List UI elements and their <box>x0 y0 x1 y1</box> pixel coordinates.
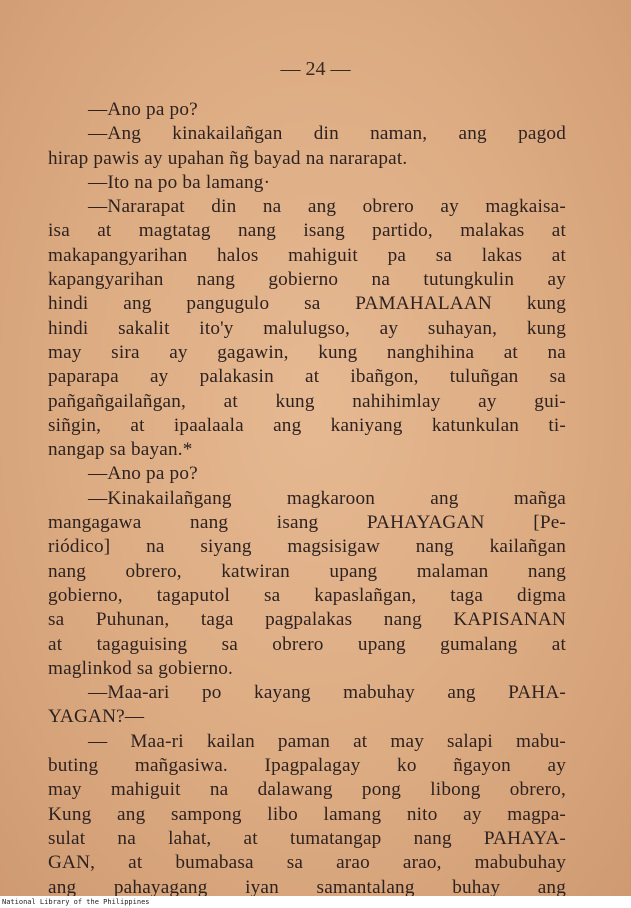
text-line: Kung ang sampong libo lamang nito ay magpa- <box>48 803 566 825</box>
text-line: sulat na lahat, at tumatangap nang PAHAYA- <box>48 827 566 849</box>
text-line: isa at magtatag nang isang partido, malakas at <box>48 220 566 242</box>
page-text <box>48 98 566 896</box>
text-line: gobierno, tagaputol sa kapaslañgan, taga digma <box>48 584 566 606</box>
footer-credit: National Library of the Philippines <box>2 898 150 906</box>
text-line: — Maa-ri kailan paman at may salapi mabu- <box>88 730 566 752</box>
text-line: —Ito na po ba lamang· <box>88 171 271 193</box>
text-line: buting mañgasiwa. Ipagpalagay ko ñgayon ay <box>48 755 566 777</box>
text-line: hindi sakalit ito'y malulugso, ay suhayan, kung <box>48 317 566 339</box>
text-line: —Kinakailañgang magkaroon ang mañga <box>88 487 566 509</box>
text-line: —Ang kinakailañgan din naman, ang pagod <box>88 123 566 145</box>
page-number: — 24 — <box>280 58 351 80</box>
text-line: nangap sa bayan.* <box>48 439 193 461</box>
text-line: —Nararapat din na ang obrero ay magkaisa- <box>88 196 566 218</box>
text-line: may mahiguit na dalawang pong libong obrero, <box>48 779 566 801</box>
text-line: paparapa ay palakasin at ibañgon, tuluñgan sa <box>48 366 566 388</box>
text-line: hirap pawis ay upahan ñg bayad na nararapat. <box>48 147 408 169</box>
text-line: nang obrero, katwiran upang malaman nang <box>48 560 566 582</box>
text-line: siñgin, at ipaalaala ang kaniyang katunkulan ti- <box>48 414 566 436</box>
text-line: —Ano pa po? <box>88 99 198 120</box>
text-line: may sira ay gagawin, kung nanghihina at na <box>48 341 566 363</box>
text-line: GAN, at bumabasa sa arao arao, mabubuhay <box>48 852 566 874</box>
text-line: mangagawa nang isang PAHAYAGAN [Pe- <box>48 512 566 534</box>
text-line: at tagaguising sa obrero upang gumalang at <box>48 633 566 655</box>
text-line: maglinkod sa gobierno. <box>48 657 234 679</box>
text-line: hindi ang pangugulo sa PAMAHALAAN kung <box>48 293 566 315</box>
text-line: makapangyarihan halos mahiguit pa sa lakas at <box>48 244 566 266</box>
text-line: ang pahayagang iyan samantalang buhay ang <box>48 876 566 896</box>
text-line: pañgañgailañgan, at kung nahihimlay ay gui- <box>48 390 566 412</box>
text-line: —Maa-ari po kayang mabuhay ang PAHA- <box>88 682 566 704</box>
text-line: —Ano pa po? <box>88 463 198 485</box>
text-line: sa Puhunan, taga pagpalakas nang KAPISANAN <box>48 609 566 631</box>
text-line: riódico] na siyang magsisigaw nang kailañgan <box>48 536 566 558</box>
text-line: YAGAN?— <box>48 706 145 728</box>
text-line: kapangyarihan nang gobierno na tutungkulin ay <box>48 269 566 291</box>
